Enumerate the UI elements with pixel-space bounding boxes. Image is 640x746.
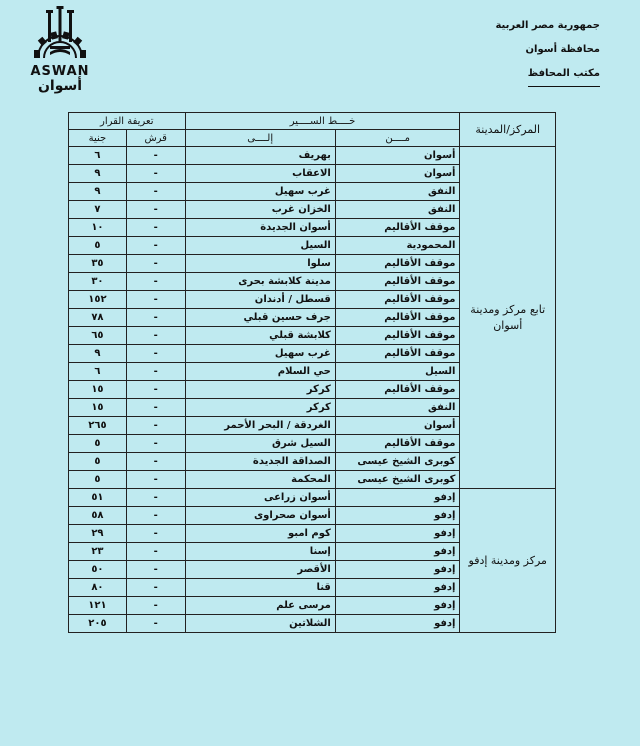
to-cell: أسوان صحراوى xyxy=(185,507,335,525)
qirsh-cell: - xyxy=(126,399,185,417)
from-cell: موقف الأقاليم xyxy=(335,345,460,363)
pound-cell: ٦٥ xyxy=(69,327,127,345)
from-cell: أسوان xyxy=(335,417,460,435)
header-line-governorate: محافظة أسوان xyxy=(525,44,600,55)
pound-cell: ٥ xyxy=(69,453,127,471)
qirsh-cell: - xyxy=(126,579,185,597)
pound-cell: ١٠ xyxy=(69,219,127,237)
from-cell: موقف الأقاليم xyxy=(335,273,460,291)
pound-cell: ٥٠ xyxy=(69,561,127,579)
pound-cell: ٥ xyxy=(69,237,127,255)
aswan-logo xyxy=(14,6,106,98)
from-cell: النفق xyxy=(335,183,460,201)
header-line-republic: جمهورية مصر العربية xyxy=(495,20,600,31)
from-cell: موقف الأقاليم xyxy=(335,381,460,399)
from-cell: موقف الأقاليم xyxy=(335,327,460,345)
pound-cell: ٥٨ xyxy=(69,507,127,525)
from-cell: موقف الأقاليم xyxy=(335,309,460,327)
letterhead xyxy=(440,14,600,87)
center-cell: تابع مركز ومدينة أسوان xyxy=(460,147,556,489)
logo-text-arabic: أسوان xyxy=(37,78,83,94)
pound-cell: ٣٠ xyxy=(69,273,127,291)
to-cell: قسطل / أدندان xyxy=(185,291,335,309)
to-cell: المحكمة xyxy=(185,471,335,489)
from-cell: موقف الأقاليم xyxy=(335,435,460,453)
pound-cell: ٥ xyxy=(69,435,127,453)
from-cell: موقف الأقاليم xyxy=(335,219,460,237)
qirsh-cell: - xyxy=(126,507,185,525)
header-to: إلــــى xyxy=(185,130,335,147)
qirsh-cell: - xyxy=(126,489,185,507)
qirsh-cell: - xyxy=(126,201,185,219)
qirsh-cell: - xyxy=(126,291,185,309)
fare-table xyxy=(68,112,556,633)
qirsh-cell: - xyxy=(126,165,185,183)
pound-cell: ١٥ xyxy=(69,399,127,417)
pound-cell: ٢٦٥ xyxy=(69,417,127,435)
qirsh-cell: - xyxy=(126,453,185,471)
qirsh-cell: - xyxy=(126,615,185,633)
table-row xyxy=(69,489,556,507)
to-cell: قنا xyxy=(185,579,335,597)
pound-cell: ٧٨ xyxy=(69,309,127,327)
header-line-office: مكتب المحافظ xyxy=(528,62,600,87)
from-cell: إدفو xyxy=(335,615,460,633)
pound-cell: ٦ xyxy=(69,363,127,381)
header-center: المركز/المدينة xyxy=(460,113,556,147)
from-cell: النفق xyxy=(335,201,460,219)
qirsh-cell: - xyxy=(126,471,185,489)
pound-cell: ٥ xyxy=(69,471,127,489)
pound-cell: ٢٩ xyxy=(69,525,127,543)
qirsh-cell: - xyxy=(126,561,185,579)
to-cell: سلوا xyxy=(185,255,335,273)
qirsh-cell: - xyxy=(126,237,185,255)
from-cell: إدفو xyxy=(335,489,460,507)
qirsh-cell: - xyxy=(126,183,185,201)
to-cell: غرب سهيل xyxy=(185,345,335,363)
pound-cell: ٧ xyxy=(69,201,127,219)
header-qirsh: قرش xyxy=(126,130,185,147)
qirsh-cell: - xyxy=(126,327,185,345)
pound-cell: ٦ xyxy=(69,147,127,165)
pound-cell: ٩ xyxy=(69,345,127,363)
to-cell: إسنا xyxy=(185,543,335,561)
qirsh-cell: - xyxy=(126,219,185,237)
pound-cell: ١٥٢ xyxy=(69,291,127,309)
pound-cell: ٨٠ xyxy=(69,579,127,597)
to-cell: أسوان الجديدة xyxy=(185,219,335,237)
header-pound: جنية xyxy=(69,130,127,147)
pound-cell: ٥١ xyxy=(69,489,127,507)
qirsh-cell: - xyxy=(126,597,185,615)
center-cell: مركز ومدينة إدفو xyxy=(460,489,556,633)
qirsh-cell: - xyxy=(126,255,185,273)
gear-emblem-icon xyxy=(14,6,106,66)
from-cell: السيل xyxy=(335,363,460,381)
to-cell: كلابشة قبلي xyxy=(185,327,335,345)
from-cell: كوبرى الشيخ عيسى xyxy=(335,471,460,489)
pound-cell: ٩ xyxy=(69,165,127,183)
from-cell: إدفو xyxy=(335,525,460,543)
qirsh-cell: - xyxy=(126,435,185,453)
qirsh-cell: - xyxy=(126,417,185,435)
to-cell: حي السلام xyxy=(185,363,335,381)
qirsh-cell: - xyxy=(126,381,185,399)
qirsh-cell: - xyxy=(126,273,185,291)
to-cell: مدينة كلابشة بحرى xyxy=(185,273,335,291)
to-cell: كركر xyxy=(185,381,335,399)
header-tariff: تعريفة القرار xyxy=(69,113,186,130)
to-cell: الأقصر xyxy=(185,561,335,579)
from-cell: النفق xyxy=(335,399,460,417)
to-cell: الصداقة الجديدة xyxy=(185,453,335,471)
to-cell: الخزان غرب xyxy=(185,201,335,219)
from-cell: إدفو xyxy=(335,579,460,597)
header-from: مــــن xyxy=(335,130,460,147)
from-cell: إدفو xyxy=(335,597,460,615)
qirsh-cell: - xyxy=(126,345,185,363)
pound-cell: ١٢١ xyxy=(69,597,127,615)
from-cell: كوبرى الشيخ عيسى xyxy=(335,453,460,471)
qirsh-cell: - xyxy=(126,309,185,327)
qirsh-cell: - xyxy=(126,363,185,381)
to-cell: غرب سهيل xyxy=(185,183,335,201)
from-cell: إدفو xyxy=(335,561,460,579)
from-cell: المحمودية xyxy=(335,237,460,255)
to-cell: بهريف xyxy=(185,147,335,165)
qirsh-cell: - xyxy=(126,147,185,165)
to-cell: مرسى علم xyxy=(185,597,335,615)
from-cell: أسوان xyxy=(335,147,460,165)
pound-cell: ٢٠٥ xyxy=(69,615,127,633)
pound-cell: ٣٥ xyxy=(69,255,127,273)
qirsh-cell: - xyxy=(126,543,185,561)
table-row xyxy=(69,147,556,165)
from-cell: موقف الأقاليم xyxy=(335,255,460,273)
from-cell: إدفو xyxy=(335,507,460,525)
pound-cell: ٩ xyxy=(69,183,127,201)
to-cell: أسوان زراعى xyxy=(185,489,335,507)
header-route: خــــط الســــير xyxy=(185,113,460,130)
from-cell: إدفو xyxy=(335,543,460,561)
to-cell: الشلاتين xyxy=(185,615,335,633)
to-cell: السيل xyxy=(185,237,335,255)
to-cell: الغردقة / البحر الأحمر xyxy=(185,417,335,435)
from-cell: أسوان xyxy=(335,165,460,183)
logo-text-english: ASWAN xyxy=(30,64,90,79)
fare-table-body xyxy=(69,147,556,633)
to-cell: السيل شرق xyxy=(185,435,335,453)
from-cell: موقف الأقاليم xyxy=(335,291,460,309)
to-cell: جرف حسين قبلي xyxy=(185,309,335,327)
pound-cell: ١٥ xyxy=(69,381,127,399)
to-cell: كوم امبو xyxy=(185,525,335,543)
pound-cell: ٢٣ xyxy=(69,543,127,561)
to-cell: كركر xyxy=(185,399,335,417)
qirsh-cell: - xyxy=(126,525,185,543)
to-cell: الاعقاب xyxy=(185,165,335,183)
